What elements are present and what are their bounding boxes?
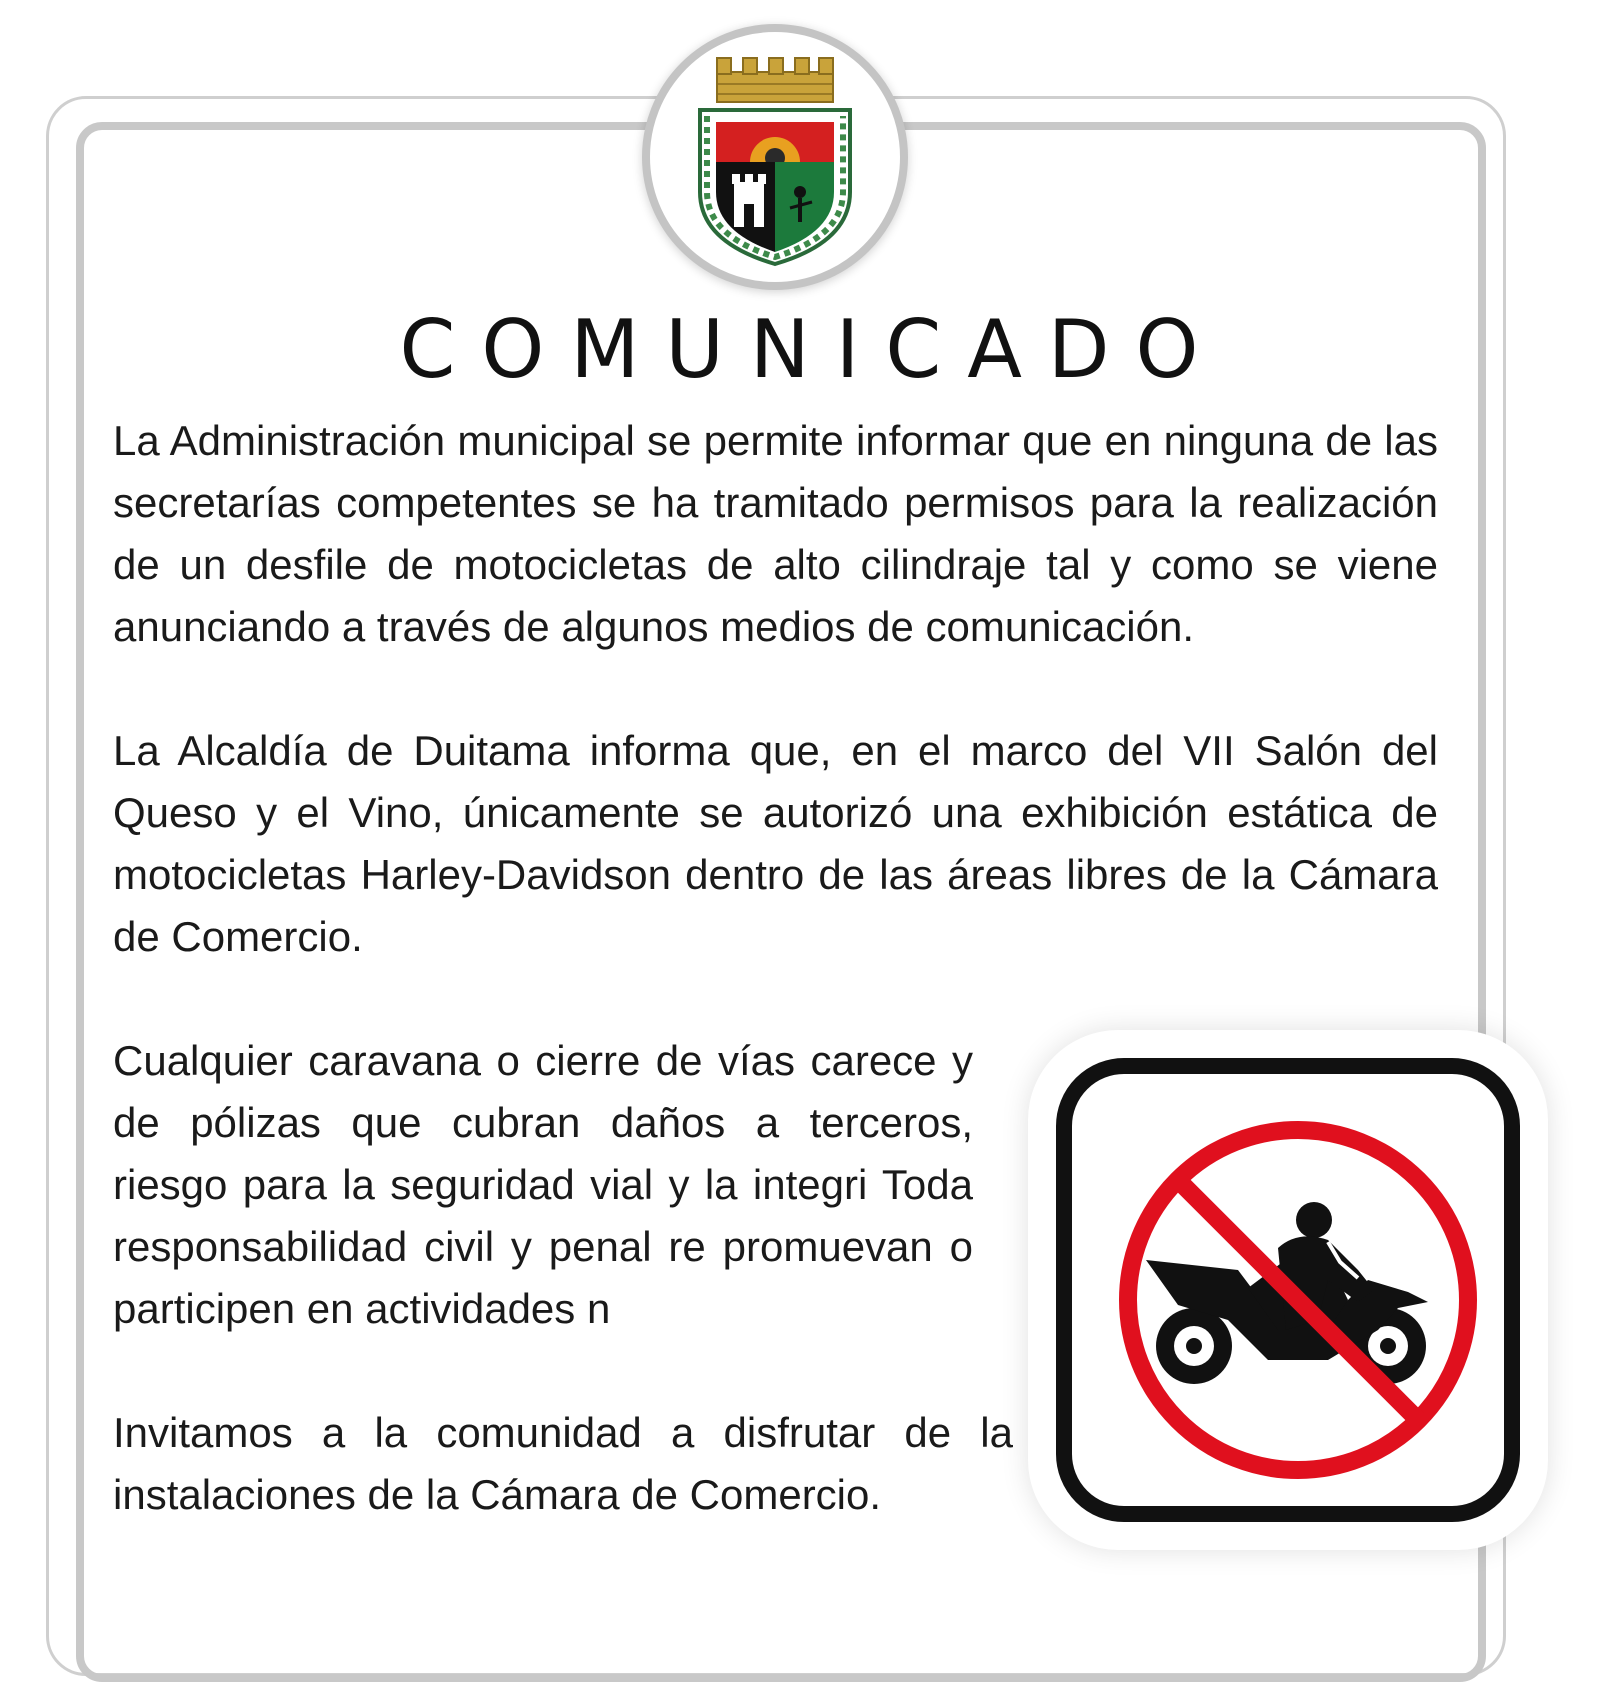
coat-of-arms-icon [650, 32, 900, 282]
paragraph: Cualquier caravana o cierre de vías carece y de pólizas que cubran daños a terceros, riesgo para la seguridad vial y la integri Toda responsabilidad civil y penal re promuevan o participen en actividades n [113, 1037, 973, 1332]
no-motorcycles-icon [1028, 1030, 1548, 1550]
paragraph: Invitamos a la comunidad a disfrutar de la instalaciones de la Cámara de Comercio. [113, 1409, 1013, 1518]
page-title: COMUNICADO [399, 303, 1225, 396]
no-motorcycle-sign [1028, 1030, 1548, 1550]
paragraph: La Alcaldía de Duitama informa que, en el marco del VII Salón del Queso y el Vino, únicamente se autorizó una exhibición estática de motocicletas Harley-Davidson dentro de las áreas libres de la Cámara de Comercio. [113, 727, 1438, 960]
paragraph: La Administración municipal se permite informar que en ninguna de las secretarías competentes se ha tramitado permisos para la realización de un desfile de motocicletas de alto cilindraje tal y como se viene anunciando a través de algunos medios de comunicación. [113, 417, 1438, 650]
municipal-seal [642, 24, 908, 290]
